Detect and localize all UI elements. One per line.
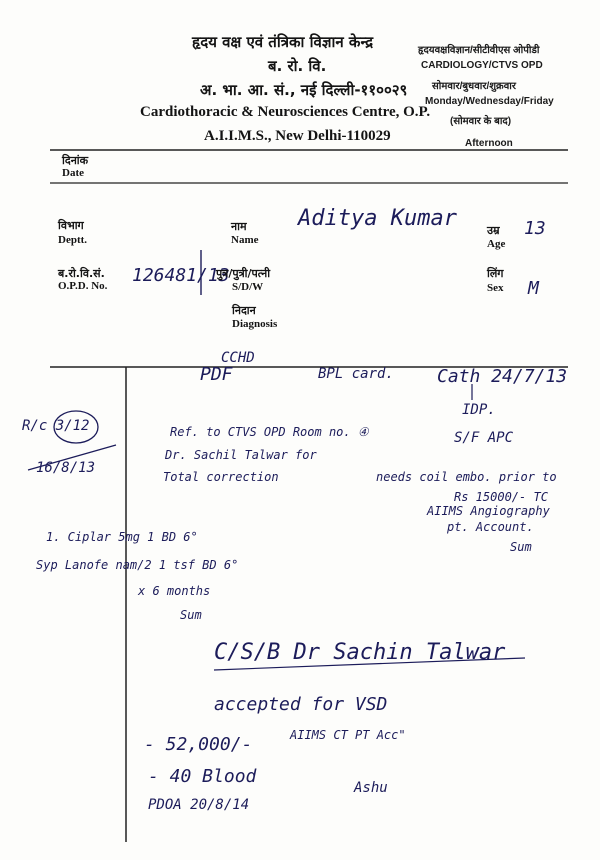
- hindi-abbreviation: ब. रो. वि.: [268, 57, 327, 75]
- age-value: 13: [524, 218, 546, 239]
- stamp-line-3: सोमवार/बुधवार/शुक्रवार: [432, 81, 516, 92]
- stamp-line-1: हृदयवक्षविज्ञान/सीटीवीएस ओपीडी: [418, 45, 540, 56]
- note-coil-signature: Sum: [510, 540, 532, 554]
- hindi-address: अ. भा. आ. सं., नई दिल्ली-११००२९: [200, 81, 408, 99]
- note-cath: Cath 24/7/13: [437, 366, 568, 387]
- note-referral-1: Ref. to CTVS OPD Room no. ④: [170, 425, 369, 439]
- age-label: Age: [487, 238, 506, 250]
- note-diagnosis-main: PDF: [200, 364, 233, 385]
- note-referral-2: Dr. Sachil Talwar for: [165, 448, 317, 462]
- diagnosis-label: Diagnosis: [232, 318, 278, 330]
- sex-label: Sex: [487, 282, 504, 294]
- hindi-centre-title: हृदय वक्ष एवं तंत्रिका विज्ञान केन्द्र: [192, 33, 374, 51]
- stamp-after-monday: (सोमवार के बाद): [450, 116, 512, 127]
- note-coil-3: AIIMS Angiography: [427, 504, 550, 518]
- note-coil-1: needs coil embo. prior to: [376, 470, 557, 484]
- note-coil-4: pt. Account.: [447, 520, 534, 534]
- note-coil-2: Rs 15000/- TC: [454, 490, 548, 504]
- sdw-label-hindi: पुत्र/पुत्री/पत्नी: [216, 267, 271, 280]
- note-review-date: 16/8/13: [36, 460, 96, 476]
- note-bpl-card: BPL card.: [318, 366, 394, 382]
- name-label-hindi: नाम: [231, 220, 247, 233]
- dept-label: Deptt.: [58, 234, 88, 246]
- note-cost: - 52,000/-: [144, 734, 253, 755]
- note-pdoa: PDOA 20/8/14: [148, 797, 250, 813]
- name-label: Name: [231, 234, 259, 246]
- note-review: R/c 3/12: [22, 418, 90, 434]
- note-rx-2: Syp Lanofe nam/2 1 tsf BD 6°: [36, 558, 239, 572]
- english-centre-title: Cardiothoracic & Neurosciences Centre, O.P.: [140, 104, 431, 120]
- sdw-label: S/D/W: [232, 281, 264, 293]
- dept-label-hindi: विभाग: [58, 219, 84, 232]
- diagnosis-label-hindi: निदान: [232, 304, 256, 317]
- opd-label-hindi: ब.रो.वि.सं.: [58, 267, 105, 280]
- stamp-line-2: CARDIOLOGY/CTVS OPD: [421, 60, 543, 71]
- note-final-signature: Ashu: [354, 780, 388, 796]
- stamp-line-5: Afternoon: [465, 138, 513, 149]
- note-rx-signature: Sum: [180, 608, 202, 622]
- note-cs-referral: C/S/B Dr Sachin Talwar: [214, 640, 506, 665]
- opd-number-value: 126481/13: [132, 265, 230, 286]
- date-label-hindi: दिनांक: [62, 154, 89, 167]
- stamp-line-4: Monday/Wednesday/Friday: [425, 96, 554, 107]
- sex-value: M: [528, 278, 539, 299]
- note-referral-3: Total correction: [163, 470, 279, 484]
- note-rx-1: 1. Ciplar 5mg 1 BD 6°: [46, 530, 198, 544]
- age-label-hindi: उम्र: [487, 224, 500, 237]
- note-idp: IDP.: [462, 402, 496, 418]
- sex-label-hindi: लिंग: [487, 267, 504, 280]
- note-blood: - 40 Blood: [148, 766, 257, 787]
- note-cost-account: AIIMS CT PT Acc": [290, 728, 406, 742]
- english-address: A.I.I.M.S., New Delhi-110029: [204, 128, 391, 144]
- date-label: Date: [62, 167, 84, 179]
- note-rx-3: x 6 months: [138, 584, 211, 598]
- opd-label: O.P.D. No.: [58, 280, 108, 292]
- note-diagnosis-top: CCHD: [221, 350, 255, 366]
- name-value: Aditya Kumar: [298, 206, 457, 231]
- note-accepted: accepted for VSD: [214, 694, 388, 715]
- note-sapc: S/F APC: [454, 430, 514, 446]
